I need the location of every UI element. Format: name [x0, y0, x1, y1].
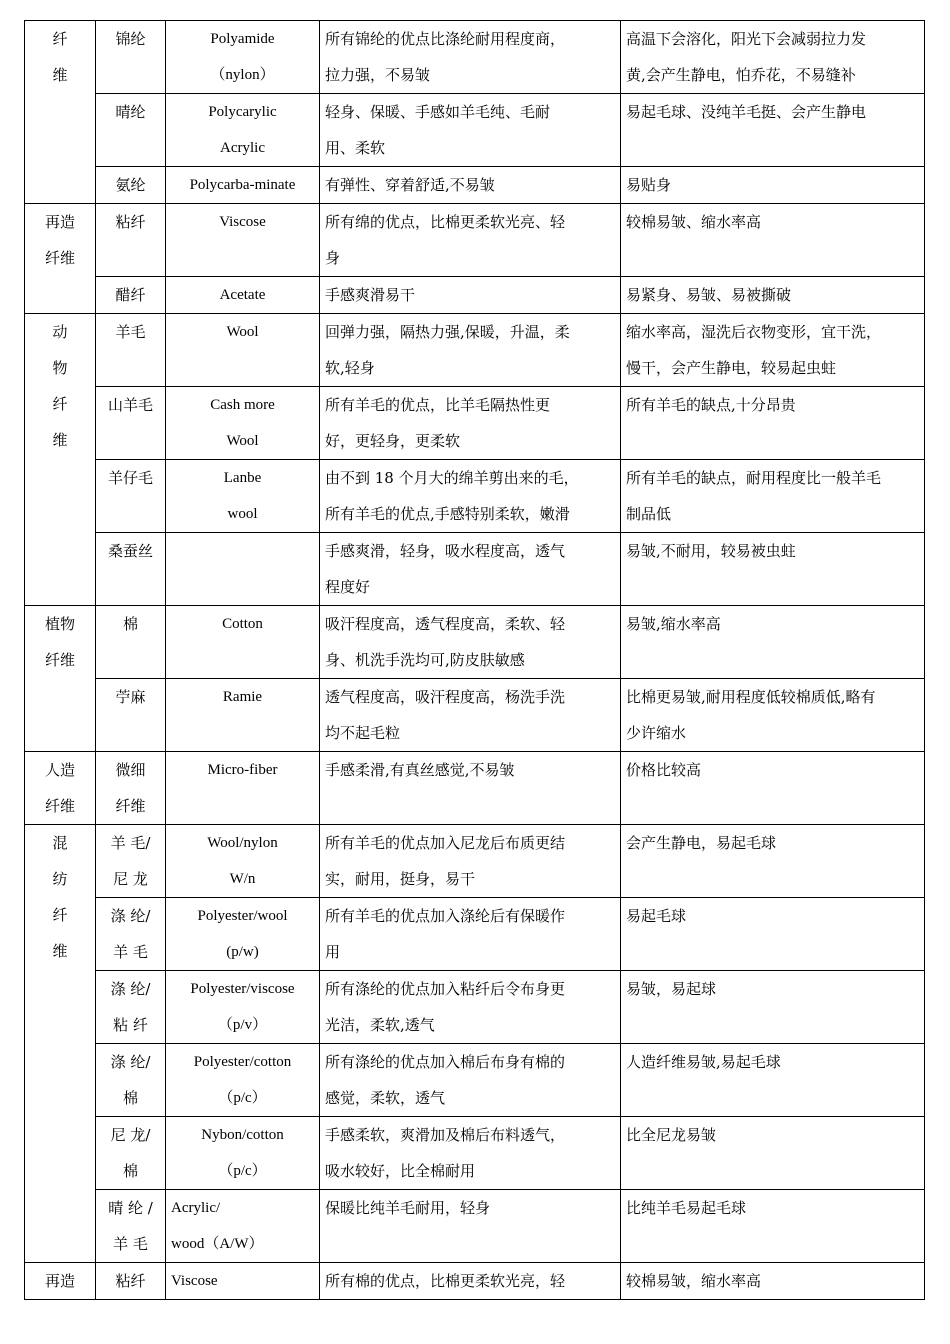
fiber-name-cell: 苧麻: [96, 679, 166, 752]
english-name-cell: Viscose: [166, 204, 320, 277]
english-name-cell: Acetate: [166, 277, 320, 314]
fiber-name-cell: 晴纶: [96, 94, 166, 167]
fiber-name-cell: 山羊毛: [96, 387, 166, 460]
english-name-cell: Acrylic/ wood（A/W）: [166, 1190, 320, 1263]
table-row: [25, 679, 925, 752]
fiber-name-cell: 棉: [96, 606, 166, 679]
fiber-name-cell: 微细 纤维: [96, 752, 166, 825]
english-name-cell: Polycarylic Acrylic: [166, 94, 320, 167]
advantages-cell: 手感爽滑易干: [320, 277, 621, 314]
advantages-cell: 吸汗程度高，透气程度高，柔软、轻 身、机洗手洗均可,防皮肤敏感: [320, 606, 621, 679]
table-row: [25, 387, 925, 460]
fiber-name-cell: 羊毛: [96, 314, 166, 387]
table-row: [25, 1263, 925, 1300]
category-cell: 混 纺 纤 维: [25, 825, 96, 1263]
category-cell: 人造 纤维: [25, 752, 96, 825]
table-row: [25, 314, 925, 387]
fiber-name-cell: 锦纶: [96, 21, 166, 94]
table-row: [25, 204, 925, 277]
advantages-cell: 手感爽滑，轻身，吸水程度高，透气 程度好: [320, 533, 621, 606]
category-cell: 植物 纤维: [25, 606, 96, 752]
disadvantages-cell: 易起毛球: [621, 898, 925, 971]
advantages-cell: 有弹性、穿着舒适,不易皱: [320, 167, 621, 204]
disadvantages-cell: 较棉易皱，缩水率高: [621, 1263, 925, 1300]
advantages-cell: 所有锦纶的优点比涤纶耐用程度商， 拉力强，不易皱: [320, 21, 621, 94]
table-row: [25, 21, 925, 94]
english-name-cell: Cash more Wool: [166, 387, 320, 460]
category-cell: 再造 纤维: [25, 204, 96, 314]
advantages-cell: 所有涤纶的优点加入粘纤后令布身更 光洁，柔软,透气: [320, 971, 621, 1044]
table-row: [25, 1117, 925, 1190]
advantages-cell: 所有羊毛的优点加入涤纶后有保暖作 用: [320, 898, 621, 971]
disadvantages-cell: 比全尼龙易皱: [621, 1117, 925, 1190]
advantages-cell: 由不到 18 个月大的绵羊剪出来的毛， 所有羊毛的优点,手感特别柔软，嫩滑: [320, 460, 621, 533]
english-name-cell: Polyester/wool (p/w): [166, 898, 320, 971]
category-cell: 动 物 纤 维: [25, 314, 96, 606]
advantages-cell: 所有羊毛的优点加入尼龙后布质更结 实，耐用，挺身，易干: [320, 825, 621, 898]
advantages-cell: 手感柔滑,有真丝感觉,不易皱: [320, 752, 621, 825]
fiber-name-cell: 羊 毛/ 尼 龙: [96, 825, 166, 898]
disadvantages-cell: 会产生静电，易起毛球: [621, 825, 925, 898]
fiber-name-cell: 涤 纶/ 羊 毛: [96, 898, 166, 971]
disadvantages-cell: 易皱，易起球: [621, 971, 925, 1044]
advantages-cell: 所有羊毛的优点，比羊毛隔热性更 好，更轻身，更柔软: [320, 387, 621, 460]
category-cell: 再造: [25, 1263, 96, 1300]
fiber-name-cell: 尼 龙/ 棉: [96, 1117, 166, 1190]
english-name-cell: Wool/nylon W/n: [166, 825, 320, 898]
table-body: [25, 21, 925, 1300]
advantages-cell: 回弹力强，隔热力强,保暖，升温，柔 软,轻身: [320, 314, 621, 387]
fiber-name-cell: 醋纤: [96, 277, 166, 314]
english-name-cell: Micro-fiber: [166, 752, 320, 825]
disadvantages-cell: 易紧身、易皱、易被撕破: [621, 277, 925, 314]
disadvantages-cell: 易贴身: [621, 167, 925, 204]
english-name-cell: Polyamide （nylon）: [166, 21, 320, 94]
table-row: [25, 1190, 925, 1263]
table-row: [25, 898, 925, 971]
fiber-name-cell: 晴 纶 / 羊 毛: [96, 1190, 166, 1263]
advantages-cell: 所有棉的优点，比棉更柔软光亮，轻: [320, 1263, 621, 1300]
english-name-cell: Polycarba-minate: [166, 167, 320, 204]
english-name-cell: Viscose: [166, 1263, 320, 1300]
table-row: [25, 606, 925, 679]
fiber-name-cell: 涤 纶/ 粘 纤: [96, 971, 166, 1044]
advantages-cell: 保暖比纯羊毛耐用，轻身: [320, 1190, 621, 1263]
fiber-properties-table: [24, 20, 925, 1300]
english-name-cell: Lanbe wool: [166, 460, 320, 533]
advantages-cell: 透气程度高，吸汗程度高，杨洗手洗 均不起毛粒: [320, 679, 621, 752]
disadvantages-cell: 比棉更易皱,耐用程度低较棉质低,略有 少许缩水: [621, 679, 925, 752]
disadvantages-cell: 价格比较高: [621, 752, 925, 825]
fiber-name-cell: 桑蚕丝: [96, 533, 166, 606]
advantages-cell: 手感柔软，爽滑加及棉后布料透气， 吸水较好，比全棉耐用: [320, 1117, 621, 1190]
english-name-cell: Polyester/cotton （p/c）: [166, 1044, 320, 1117]
table-row: [25, 971, 925, 1044]
disadvantages-cell: 所有羊毛的缺点,十分昂贵: [621, 387, 925, 460]
advantages-cell: 所有绵的优点，比棉更柔软光亮、轻 身: [320, 204, 621, 277]
disadvantages-cell: 人造纤维易皱,易起毛球: [621, 1044, 925, 1117]
advantages-cell: 轻身、保暖、手感如羊毛纯、毛耐 用、柔软: [320, 94, 621, 167]
fiber-name-cell: 涤 纶/ 棉: [96, 1044, 166, 1117]
disadvantages-cell: 易起毛球、没纯羊毛挺、会产生静电: [621, 94, 925, 167]
table-row: [25, 533, 925, 606]
english-name-cell: Ramie: [166, 679, 320, 752]
fiber-name-cell: 氨纶: [96, 167, 166, 204]
english-name-cell: Polyester/viscose （p/v）: [166, 971, 320, 1044]
english-name-cell: [166, 533, 320, 606]
table-row: [25, 825, 925, 898]
english-name-cell: Cotton: [166, 606, 320, 679]
disadvantages-cell: 较棉易皱、缩水率高: [621, 204, 925, 277]
english-name-cell: Nybon/cotton （p/c）: [166, 1117, 320, 1190]
category-cell: 纤 维: [25, 21, 96, 204]
disadvantages-cell: 所有羊毛的缺点，耐用程度比一般羊毛 制品低: [621, 460, 925, 533]
table-row: [25, 1044, 925, 1117]
table-row: [25, 167, 925, 204]
disadvantages-cell: 易皱,缩水率高: [621, 606, 925, 679]
advantages-cell: 所有涤纶的优点加入棉后布身有棉的 感觉，柔软，透气: [320, 1044, 621, 1117]
table-row: [25, 94, 925, 167]
disadvantages-cell: 高温下会溶化，阳光下会减弱拉力发 黄,会产生静电，怕乔花，不易缝补: [621, 21, 925, 94]
english-name-cell: Wool: [166, 314, 320, 387]
table-row: [25, 277, 925, 314]
fiber-name-cell: 粘纤: [96, 1263, 166, 1300]
disadvantages-cell: 缩水率高，湿洗后衣物变形，宜干洗， 慢干，会产生静电，较易起虫蛀: [621, 314, 925, 387]
fiber-name-cell: 羊仔毛: [96, 460, 166, 533]
table-row: [25, 752, 925, 825]
disadvantages-cell: 易皱,不耐用，较易被虫蛀: [621, 533, 925, 606]
fiber-name-cell: 粘纤: [96, 204, 166, 277]
disadvantages-cell: 比纯羊毛易起毛球: [621, 1190, 925, 1263]
table-row: [25, 460, 925, 533]
